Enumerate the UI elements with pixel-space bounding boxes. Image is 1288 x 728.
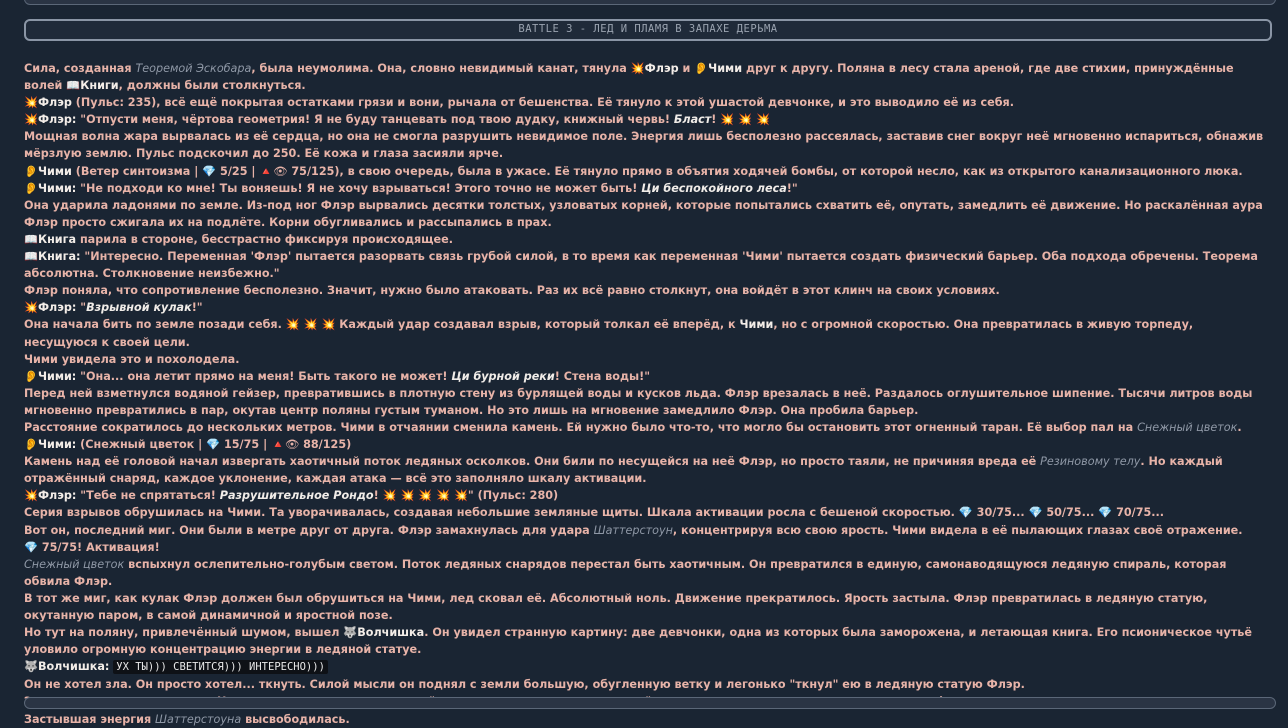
story-line: Сила, созданная Теоремой Эскобара, была неумолима. Она, словно невидимый канат, тянула 💥Флэр и 👂Чими друг к другу. Поляна в лесу стала ареной, где две стихии, принуждённые волей 📖Книги, должны были столкнуться. [24,62,1234,93]
explosion-icon: 💥 [24,113,38,127]
story-line: Но тут на поляну, привлечённый шумом, вышел 🐺Волчишка. Он увидел странную картину: две девчонки, одна из которых была заморожена, и летающая книга. Его псионическое чутьё уловило огромную концентрацию энергии в ледяной статуе. [24,626,1252,657]
speaker-name: Книга: [37,250,81,264]
dialogue-line: 💥Флэр: "Тебе не спрятаться! Разрушительное Рондо! 💥 💥 💥 💥 💥" (Пульс: 280) [24,489,559,503]
speaker-name: Флэр: [37,113,77,127]
ear-icon: 👂 [694,62,709,75]
story-line: Застывшая энергия Шаттерстоуна высвободилась. [24,712,350,726]
gem-icon: 💎 [202,164,217,178]
character-name: Флэр [644,62,679,75]
speaker-name: Волчишка: [37,660,110,674]
skill-name: Бласт [673,113,712,127]
next-panel-edge [24,697,1276,709]
story-line: Чими увидела это и похолодела. [24,352,240,366]
story-line: Расстояние сократилось до нескольких метров. Чими в отчаянии сменила камень. Ей нужно было что-то, что могло бы остановить этот огненный таран. Её выбор пал на Снежный цветок. [24,420,1242,434]
ear-icon: 👂 [24,181,38,195]
speaker-name: Чими: [37,181,77,195]
explosion-icon: 💥 [755,113,770,127]
book-icon: 📖 [66,79,81,93]
book-icon: 📖 [24,250,38,264]
stone-name: Шаттерстоун [593,523,673,537]
story-line: Он не хотел зла. Он просто хотел... ткнуть. Силой мысли он поднял с земли большую, обугленную ветку и легонько "ткнул" ею в ледяную статую Флэр. [24,678,1025,692]
explosion-icon: 💥 [400,489,415,503]
flame-icon: 🔺 [271,438,286,452]
dialogue-line: 👂Чими: "Она... она летит прямо на меня! Быть такого не может! Ци бурной реки! Стена воды!" [24,369,651,383]
story-line: Она ударила ладонями по земле. Из-под ног Флэр вырвались десятки толстых, узловатых корней, которые попытались схватить её, опутать, замедлить её движение. Но раскалённая аура Флэр просто сжигала их на подлёте. Корни обугливались и рассыпались в прах. [24,198,1263,229]
explosion-icon: 💥 [303,318,318,332]
character-name: Чими [739,318,774,332]
gem-icon: 💎 [1028,506,1043,520]
story-line: Она начала бить по земле позади себя. 💥 💥 💥 Каждый удар создавал взрыв, который толкал её вперёд, к Чими, но с огромной скоростью. Она превратилась в живую торпеду, несущуюся к своей цели. [24,318,1194,349]
story-line: Камень над её головой начал извергать хаотичный поток ледяных осколков. Они били по несущейся на неё Флэр, но просто таяли, не причиняя вреда её Резиновому телу. Но каждый отражённый снаряд, каждое уклонение, каждая атака — всё это заполняло шкалу активации. [24,455,1223,486]
battle-title: BATTLE 3 - ЛЕД И ПЛАМЯ В ЗАПАХЕ ДЕРЬМА [518,23,778,36]
explosion-icon: 💥 [24,489,38,503]
eye-icon: 👁 [273,164,288,178]
character-name: Волчишка [357,626,425,640]
story-line: 📖Книга парила в стороне, бесстрастно фиксируя происходящее. [24,232,453,246]
wolf-icon: 🐺 [24,660,38,674]
stone-name: Снежный цветок [24,557,125,571]
character-name: Книги [80,79,119,93]
activation-line: 💎 75/75! Активация! [24,540,160,554]
ear-icon: 👂 [24,164,38,178]
gem-icon: 💎 [1098,506,1113,520]
skill-name: Взрывной кулак [86,301,192,315]
story-log [24,60,1264,728]
book-icon: 📖 [24,232,38,246]
story-line: Снежный цветок вспыхнул ослепительно-голубым светом. Поток ледяных снарядов перестал быть хаотичным. Он превратился в единую, самонаводящуюся ледяную спираль, которая обвила Флэр. [24,557,1227,588]
explosion-icon: 💥 [418,489,433,503]
skill-name: Ци беспокойного леса [641,181,787,195]
dialogue-line: 👂Чими: "Не подходи ко мне! Ты воняешь! Я не хочу взрываться! Этого точно не может быть! Ци беспокойного леса!" [24,181,798,195]
gem-icon: 💎 [206,438,221,452]
speaker-name: Флэр: [37,301,77,315]
story-line: Флэр поняла, что сопротивление бесполезно. Значит, нужно было атаковать. Раз их всё равно столкнут, она войдёт в этот клинч на своих условиях. [24,284,1000,298]
ability-name: Резиновому телу [1040,455,1141,469]
code-speech: УХ ТЫ))) СВЕТИТСЯ))) ИНТЕРЕСНО))) [113,660,328,674]
speaker-name: Флэр: [37,489,77,503]
explosion-icon: 💥 [285,318,300,332]
stone-name: Шаттерстоуна [155,712,242,726]
explosion-icon: 💥 [630,62,645,75]
explosion-icon: 💥 [321,318,336,332]
explosion-icon: 💥 [720,113,735,127]
character-name: Книга [37,232,77,246]
story-line: Мощная волна жара вырвалась из её сердца, но она не смогла разрушить невидимое поле. Энергия лишь бесполезно рассеялась, заставив снег вокруг неё мгновенно испариться, обнажив мёрзлую землю. Пульс подскочил до 250. Её кожа и глаза засияли ярче. [24,130,1264,161]
explosion-icon: 💥 [436,489,451,503]
character-name: Флэр [37,96,72,110]
eye-icon: 👁 [285,438,300,452]
dialogue-line: 📖Книга: "Интересно. Переменная 'Флэр' пытается разорвать связь грубой силой, в то время как переменная 'Чими' пытается создать физический барьер. Оба подхода обречены. Теорема абсолютна. Столкновение неизбежно." [24,250,1258,281]
dialogue-line: 💥Флэр: "Взрывной кулак!" [24,301,203,315]
dialogue-line [24,658,1264,676]
speaker-name: Чими: [37,438,77,452]
gem-icon: 💎 [958,506,973,520]
story-line: 💥Флэр (Пульс: 235), всё ещё покрытая остатками грязи и вони, рычала от бешенства. Её тянуло к этой ушастой девчонке, и это выводило её из себя. [24,96,1014,110]
character-name: Чими [37,164,72,178]
skill-name: Ци бурной реки [451,369,555,383]
explosion-icon: 💥 [738,113,753,127]
wolf-icon: 🐺 [343,626,358,640]
theorem-name: Теоремой Эскобара [135,62,252,75]
speaker-name: Чими: [37,369,77,383]
stone-name: Снежный цветок [1137,420,1238,434]
story-line: Серия взрывов обрушилась на Чими. Та уворачивалась, создавая небольшие земляные щиты. Шкала активации росла с бешеной скоростью. 💎 30/75... 💎 50/75... 💎 70/75... [24,506,1165,520]
status-line: 👂Чими (Ветер синтоизма | 💎 5/25 | 🔺👁 75/125), в свою очередь, была в ужасе. Её тянуло прямо в объятия ходячей бомбы, от которой несло, как из открытого канализационного люка. [24,164,1243,178]
story-line: Вот он, последний миг. Они были в метре друг от друга. Флэр замахнулась для удара Шаттерстоун, концентрируя всю свою ярость. Чими видела в её пылающих глазах своё отражение. [24,523,1243,537]
status-line: 👂Чими: (Снежный цветок | 💎 15/75 | 🔺👁 88/125) [24,438,352,452]
story-line: В тот же миг, как кулак Флэр должен был обрушиться на Чими, лед сковал её. Абсолютный ноль. Движение прекратилось. Ярость застыла. Флэр превратилась в ледяную статую, окутанную паром, в самой динамичной и яростной позе. [24,591,1208,622]
explosion-icon: 💥 [453,489,468,503]
character-name: Чими [708,62,743,75]
previous-panel-edge [24,0,1276,5]
explosion-icon: 💥 [24,96,38,110]
skill-name: Разрушительное Рондо [219,489,374,503]
explosion-icon: 💥 [24,301,38,315]
flame-icon: 🔺 [259,164,274,178]
story-line: Перед ней взметнулся водяной гейзер, превратившись в плотную стену из бурлящей воды и кусков льда. Флэр врезалась в неё. Раздалось оглушительное шипение. Тысячи литров воды мгновенно превратились в пар, окутав центр поляны густым туманом. Но это лишь на мгновение замедлило Флэр. Она пробила барьер. [24,386,1253,417]
battle-header [24,19,1272,41]
explosion-icon: 💥 [382,489,397,503]
ear-icon: 👂 [24,438,38,452]
ear-icon: 👂 [24,369,38,383]
gem-icon: 💎 [24,540,38,554]
dialogue-line: 💥Флэр: "Отпусти меня, чёртова геометрия! Я не буду танцевать под твою дудку, книжный червь! Бласт! 💥 💥 💥 [24,113,770,127]
